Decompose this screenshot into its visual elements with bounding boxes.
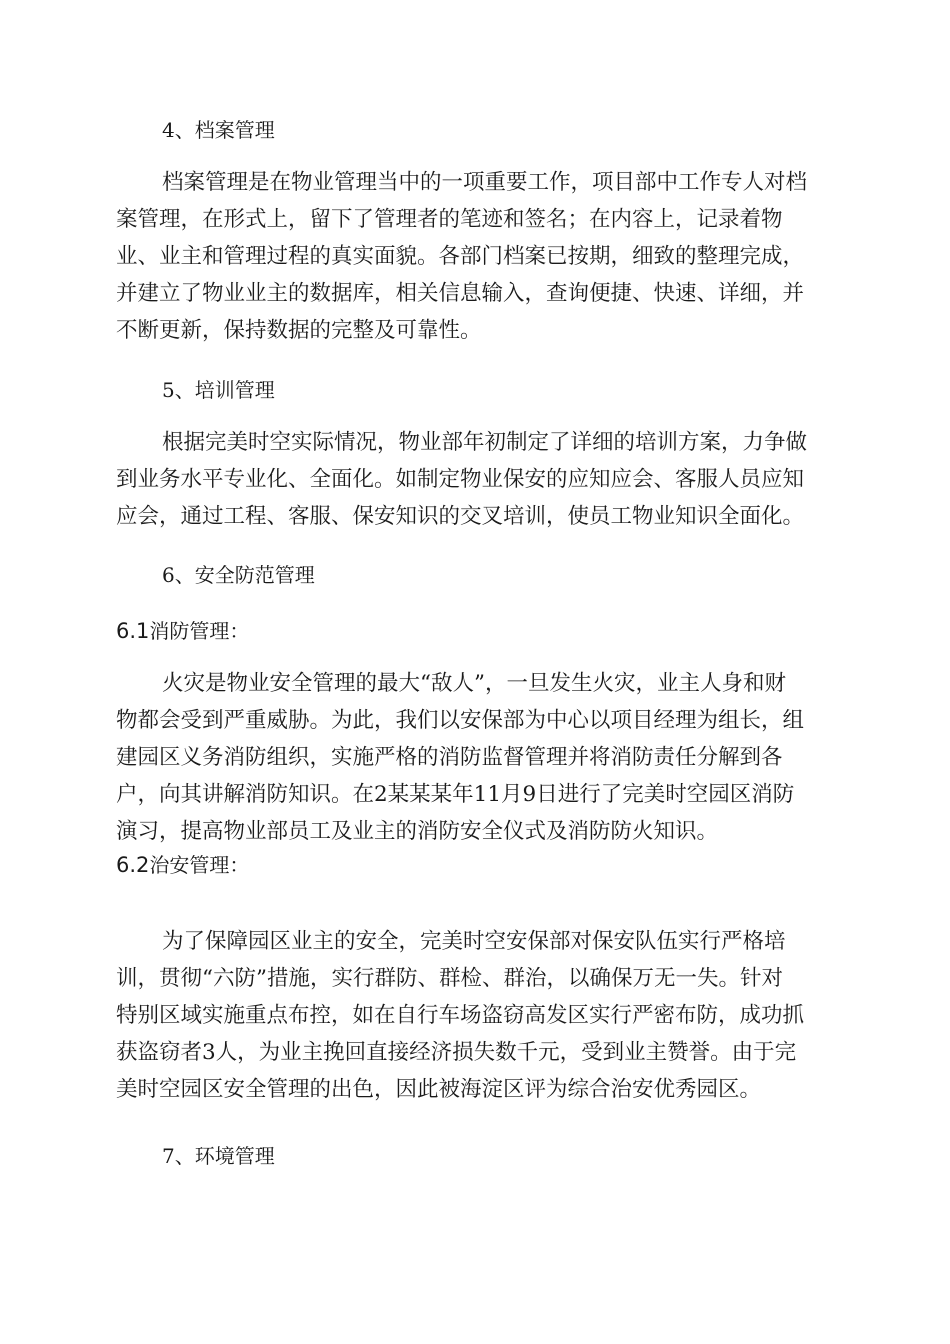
- paragraph-line: 为了保障园区业主的安全，完美时空安保部对保安队伍实行严格培: [162, 929, 786, 954]
- paragraph-line: 不断更新，保持数据的完整及可靠性。: [116, 318, 482, 343]
- paragraph-line: 业、业主和管理过程的真实面貌。各部门档案已按期，细致的整理完成，: [116, 244, 805, 269]
- section-title: 消防管理：: [149, 619, 250, 643]
- paragraph-line: 并建立了物业业主的数据库，相关信息输入，查询便捷、快速、详细，并: [116, 281, 805, 306]
- section-5-heading: 5、培训管理: [162, 378, 275, 402]
- paragraph-line: 特别区域实施重点布控，如在自行车场盗窃高发区实行严密布防，成功抓: [116, 1003, 805, 1028]
- paragraph-line: 根据完美时空实际情况，物业部年初制定了详细的培训方案，力争做: [162, 430, 808, 455]
- paragraph-line: 建园区义务消防组织，实施严格的消防监督管理并将消防责任分解到各: [116, 745, 783, 770]
- section-number: 6.2: [116, 853, 150, 877]
- paragraph-line: 户，向其讲解消防知识。在2某某某年11月9日进行了完美时空园区消防: [116, 782, 795, 807]
- section-4-heading: 4、档案管理: [162, 118, 275, 142]
- paragraph-line: 应会，通过工程、客服、保安知识的交叉培训，使员工物业知识全面化。: [116, 504, 805, 529]
- paragraph-line: 美时空园区安全管理的出色，因此被海淀区评为综合治安优秀园区。: [116, 1077, 762, 1102]
- paragraph-line: 案管理，在形式上，留下了管理者的笔迹和签名；在内容上，记录着物: [116, 207, 783, 232]
- paragraph-line: 火灾是物业安全管理的最大“敌人”，一旦发生火灾，业主人身和财: [162, 671, 786, 696]
- section-5-paragraph: [116, 424, 836, 535]
- section-4-paragraph: [116, 164, 836, 349]
- section-6-2-heading: [116, 851, 249, 879]
- paragraph-line: 物都会受到严重威胁。为此，我们以安保部为中心以项目经理为组长，组: [116, 708, 805, 733]
- section-6-1-heading: [116, 617, 249, 645]
- section-7-heading: 7、环境管理: [162, 1144, 275, 1168]
- section-title: 治安管理：: [149, 853, 250, 877]
- section-6-2-paragraph: [116, 923, 836, 1108]
- section-number: 6.1: [116, 619, 150, 643]
- paragraph-line: 获盗窃者3人，为业主挽回直接经济损失数千元，受到业主赞誉。由于完: [116, 1040, 797, 1065]
- paragraph-line: 演习，提高物业部员工及业主的消防安全仪式及消防防火知识。: [116, 819, 719, 844]
- paragraph-line: 到业务水平专业化、全面化。如制定物业保安的应知应会、客服人员应知: [116, 467, 805, 492]
- paragraph-line: 训，贯彻“六防”措施，实行群防、群检、群治，以确保万无一失。针对: [116, 966, 783, 991]
- section-6-heading: 6、安全防范管理: [162, 563, 315, 587]
- section-6-1-paragraph: [116, 665, 836, 850]
- paragraph-line: 档案管理是在物业管理当中的一项重要工作，项目部中工作专人对档: [162, 170, 808, 195]
